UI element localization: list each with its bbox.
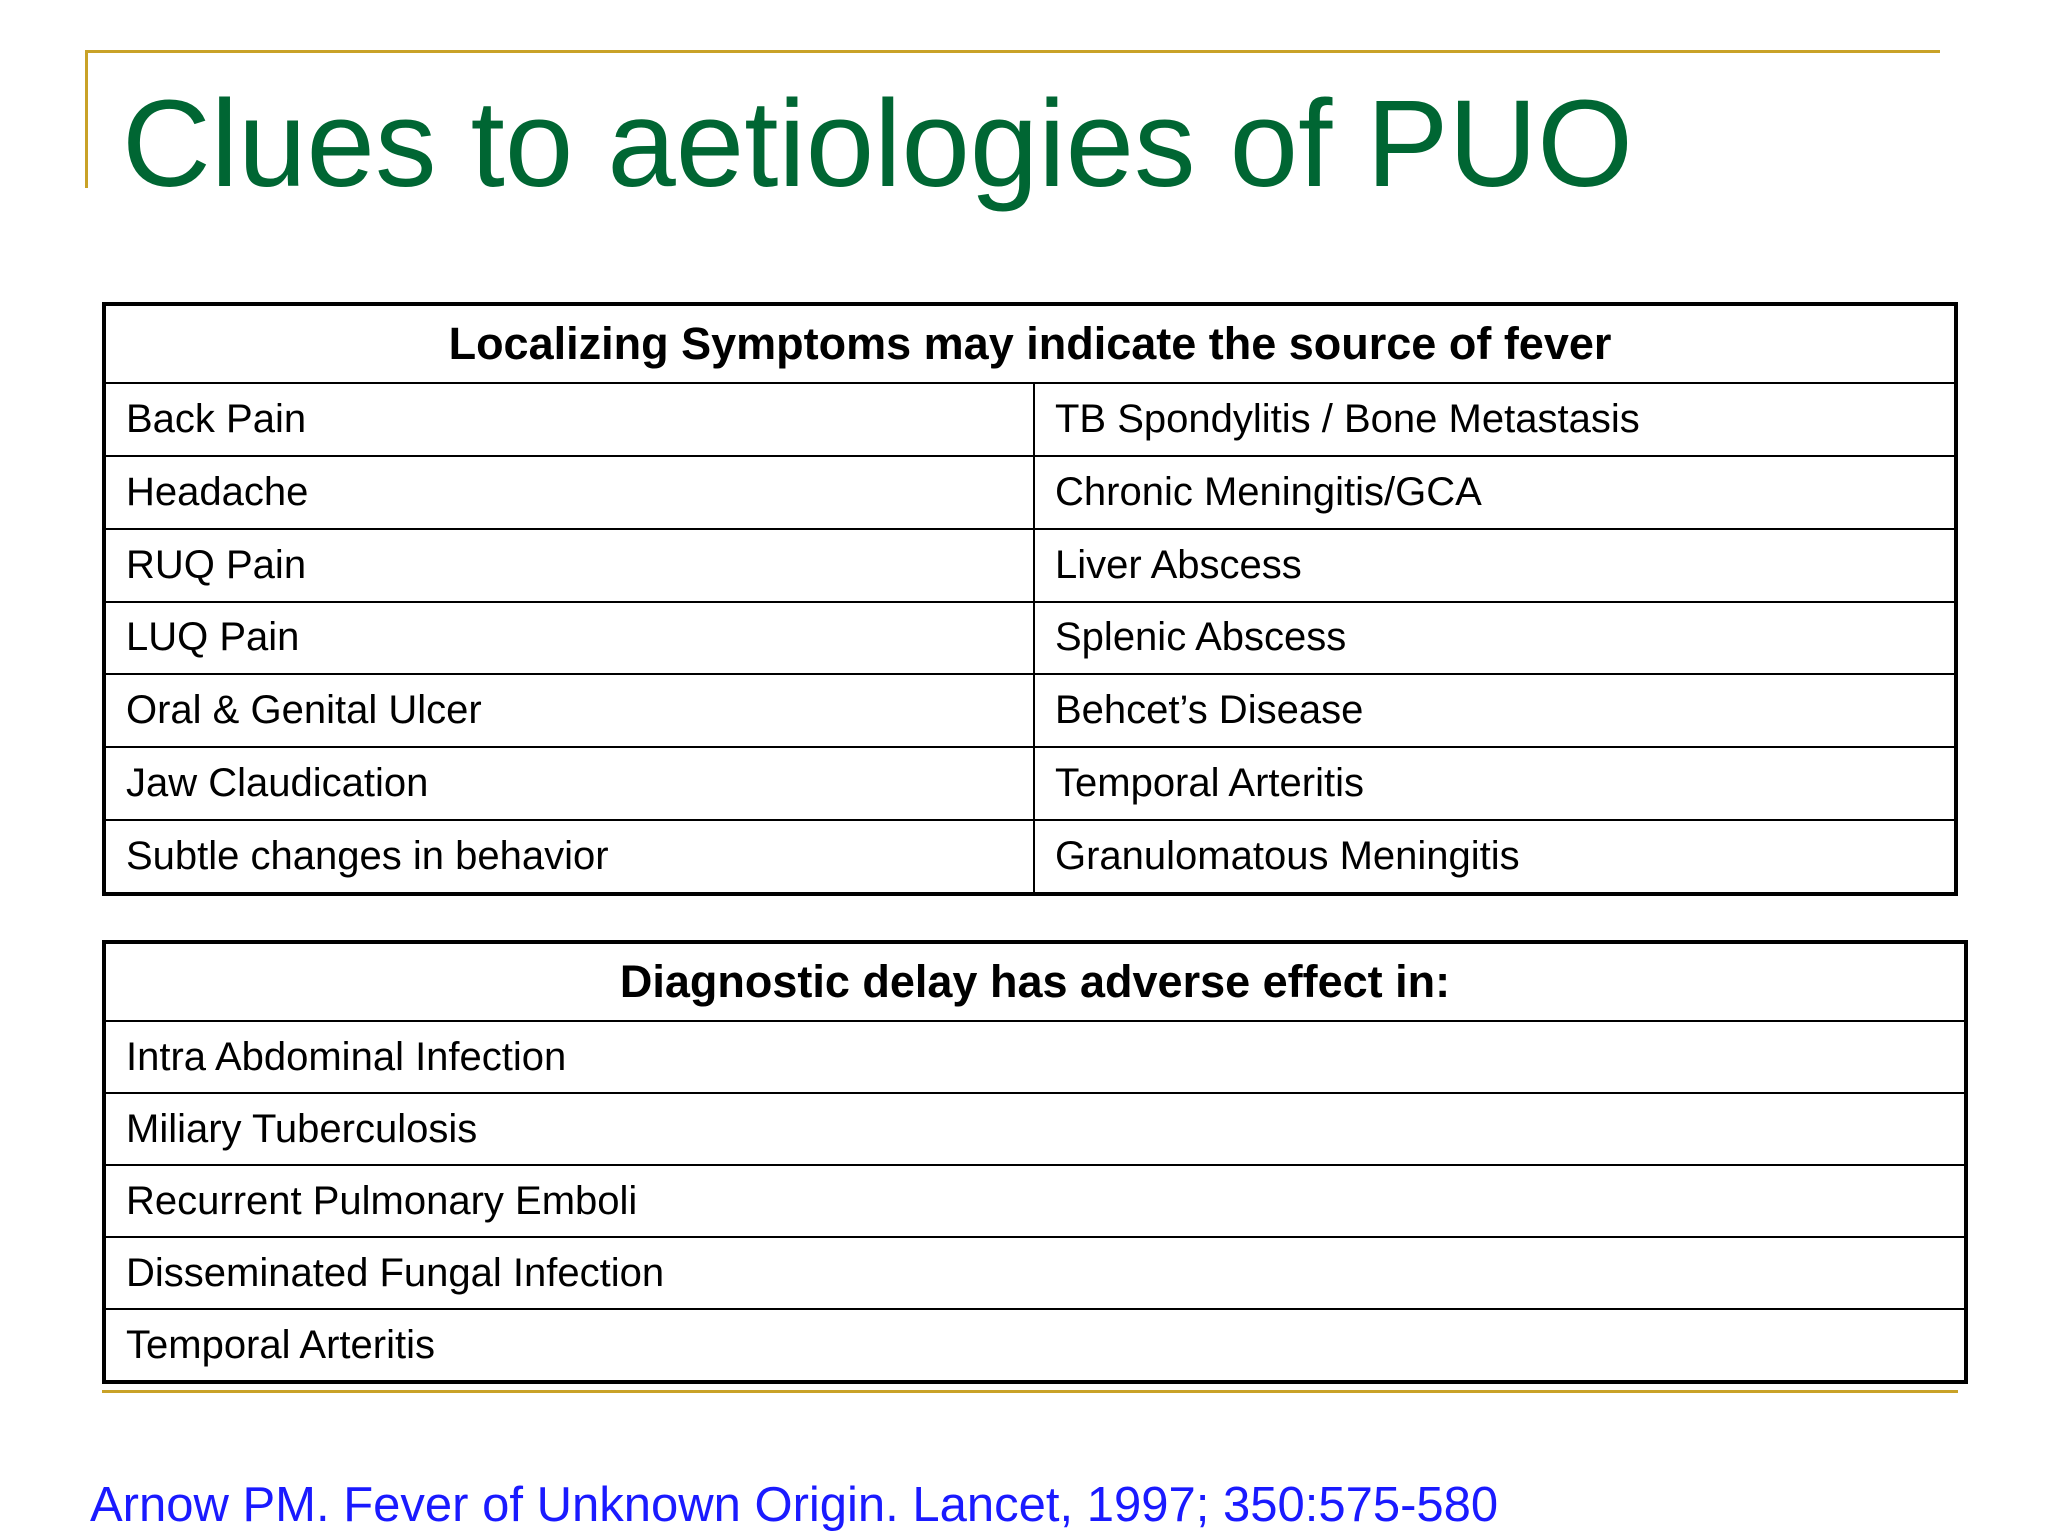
source-cell: Behcet’s Disease bbox=[1034, 674, 1956, 747]
table-row bbox=[104, 529, 1956, 602]
table-row bbox=[104, 674, 1956, 747]
citation-reference: Arnow PM. Fever of Unknown Origin. Lancet, 1997; 350:575-580 bbox=[90, 1478, 1499, 1532]
table-header-row bbox=[104, 942, 1966, 1021]
symptom-cell: Subtle changes in behavior bbox=[104, 820, 1034, 894]
source-cell: Liver Abscess bbox=[1034, 529, 1956, 602]
table-row bbox=[104, 602, 1956, 675]
table-row bbox=[104, 1021, 1966, 1093]
condition-cell: Temporal Arteritis bbox=[104, 1309, 1966, 1382]
top-accent-rule bbox=[85, 50, 1940, 53]
delay-table-header: Diagnostic delay has adverse effect in: bbox=[104, 942, 1966, 1021]
localizing-symptoms-table bbox=[102, 302, 1958, 896]
condition-cell: Disseminated Fungal Infection bbox=[104, 1237, 1966, 1309]
table-row bbox=[104, 383, 1956, 456]
left-accent-rule bbox=[85, 50, 88, 188]
source-cell: TB Spondylitis / Bone Metastasis bbox=[1034, 383, 1956, 456]
condition-cell: Recurrent Pulmonary Emboli bbox=[104, 1165, 1966, 1237]
symptom-cell: LUQ Pain bbox=[104, 602, 1034, 675]
table-row bbox=[104, 1309, 1966, 1382]
source-cell: Splenic Abscess bbox=[1034, 602, 1956, 675]
symptom-cell: Back Pain bbox=[104, 383, 1034, 456]
table-row bbox=[104, 1093, 1966, 1165]
condition-cell: Intra Abdominal Infection bbox=[104, 1021, 1966, 1093]
source-cell: Temporal Arteritis bbox=[1034, 747, 1956, 820]
symptom-cell: Headache bbox=[104, 456, 1034, 529]
table-row bbox=[104, 1237, 1966, 1309]
condition-cell: Miliary Tuberculosis bbox=[104, 1093, 1966, 1165]
symptom-cell: RUQ Pain bbox=[104, 529, 1034, 602]
slide-title: Clues to aetiologies of PUO bbox=[122, 76, 1633, 213]
source-cell: Chronic Meningitis/GCA bbox=[1034, 456, 1956, 529]
table-row bbox=[104, 820, 1956, 894]
symptom-cell: Oral & Genital Ulcer bbox=[104, 674, 1034, 747]
table-row bbox=[104, 1165, 1966, 1237]
source-cell: Granulomatous Meningitis bbox=[1034, 820, 1956, 894]
bottom-accent-rule bbox=[102, 1390, 1958, 1393]
table-header-row bbox=[104, 304, 1956, 383]
localizing-table-header: Localizing Symptoms may indicate the source of fever bbox=[104, 304, 1956, 383]
diagnostic-delay-table bbox=[102, 940, 1968, 1384]
table-row bbox=[104, 456, 1956, 529]
table-row bbox=[104, 747, 1956, 820]
symptom-cell: Jaw Claudication bbox=[104, 747, 1034, 820]
